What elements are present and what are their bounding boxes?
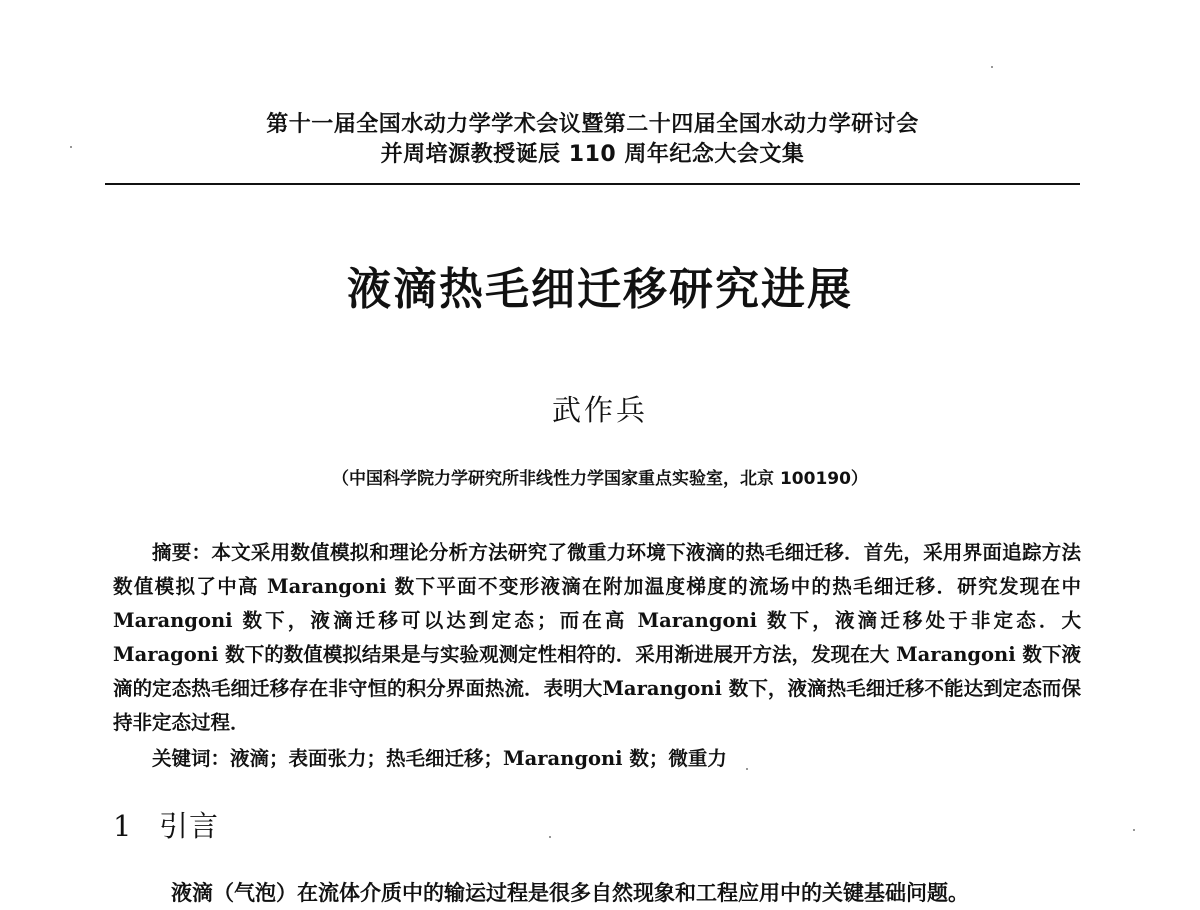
scan-speck xyxy=(991,66,993,68)
body-paragraph: 液滴（气泡）在流体介质中的输运过程是很多自然现象和工程应用中的关键基础问题。 xyxy=(171,880,969,905)
abstract-text: 本文采用数值模拟和理论分析方法研究了微重力环境下液滴的热毛细迁移．首先，采用界面追踪方法数值模拟了中高 Marangoni 数下平面不变形液滴在附加温度梯度的流场中的热毛细迁移．研究发现在中 Marangoni 数下，液滴迁移可以达到定态；而在高 Marangoni 数下，液滴迁移处于非定态．大Maragoni 数下的数值模拟结果是与实验观测定性相符的．采用渐进展开方法，发现在大 Marangoni 数下液滴的定态热毛细迁移存在非守恒的积分界面热流．表明大Marangoni 数下，液滴热毛细迁移不能达到定态而保持非定态过程． xyxy=(113,541,1081,734)
author-name: 武作兵 xyxy=(551,393,648,427)
scan-speck xyxy=(70,146,72,148)
scan-speck xyxy=(746,768,748,770)
keywords-text: 液滴；表面张力；热毛细迁移；Marangoni 数；微重力 xyxy=(230,747,727,770)
header-divider xyxy=(105,183,1080,185)
scan-speck xyxy=(549,836,551,838)
section-number: 1 xyxy=(113,809,133,843)
keywords-label: 关键词： xyxy=(152,747,231,770)
section-heading xyxy=(113,806,219,846)
section-title: 引言 xyxy=(159,809,220,843)
paper-title: 液滴热毛细迁移研究进展 xyxy=(347,264,853,315)
abstract-label: 摘要： xyxy=(152,541,212,564)
abstract-paragraph xyxy=(113,536,1081,740)
proceedings-header xyxy=(105,110,1080,170)
proceedings-header-line-2: 并周培源教授诞辰 110 周年纪念大会文集 xyxy=(380,142,805,167)
keywords-line xyxy=(152,744,1082,774)
scan-speck xyxy=(1133,829,1135,831)
proceedings-header-line-1: 第十一届全国水动力学学术会议暨第二十四届全国水动力学研讨会 xyxy=(266,112,919,137)
author-affiliation: （中国科学院力学研究所非线性力学国家重点实验室，北京 100190） xyxy=(332,469,868,489)
